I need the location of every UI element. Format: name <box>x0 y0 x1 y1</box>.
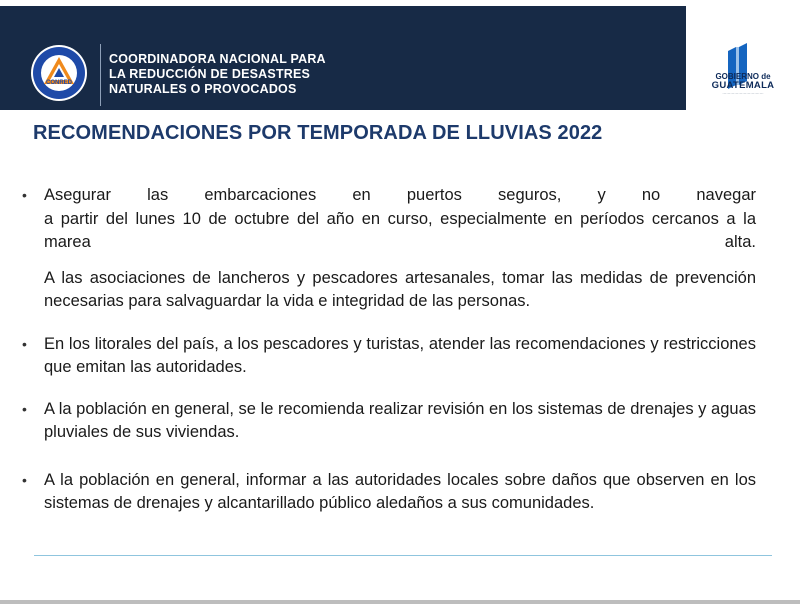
bullet-icon: • <box>22 335 27 352</box>
conred-logo-text: CONRED <box>45 80 72 86</box>
org-name-line-2: LA REDUCCIÓN DE DESASTRES <box>109 67 311 81</box>
list-item <box>22 469 756 516</box>
bullet-icon: • <box>22 471 27 488</box>
list-item <box>22 184 756 314</box>
list-item <box>22 398 756 445</box>
government-logo-text <box>686 72 800 96</box>
gov-logo-line-3: ······························· <box>722 91 764 96</box>
org-name-line-1: COORDINADORA NACIONAL PARA <box>109 52 326 66</box>
org-name-line-3: NATURALES O PROVOCADOS <box>109 82 297 96</box>
bullet-icon: • <box>22 400 27 417</box>
bullet-icon: • <box>22 187 27 203</box>
item-text: A la población en general, informar a las autoridades locales sobre daños que observen en los sistemas de drenajes y alcantarillado público aledaños a sus comunidades. <box>44 470 756 512</box>
item-text: En los litorales del país, a los pescadores y turistas, atender las recomendaciones y restricciones que emitan las autoridades. <box>44 334 756 376</box>
item-subparagraph: A las asociaciones de lancheros y pescadores artesanales, tomar las medidas de prevención necesarias para salvaguardar la vida e integridad de las personas. <box>44 268 756 310</box>
item-text: A la población en general, se le recomienda realizar revisión en los sistemas de drenajes y aguas pluviales de sus viviendas. <box>44 399 756 441</box>
item-text-cont: a partir del lunes 10 de octubre del año en curso, especialmente en períodos cercanos a la marea alta. <box>44 209 756 251</box>
item-text: Asegurar las embarcaciones en puertos seguros, y no navegar <box>44 186 756 204</box>
footer-divider <box>34 555 772 556</box>
gov-logo-line-1: GOBIERNO de <box>715 72 771 81</box>
recommendations-list <box>22 184 756 516</box>
page-title: RECOMENDACIONES POR TEMPORADA DE LLUVIAS 2022 <box>33 122 603 144</box>
conred-logo <box>30 44 88 102</box>
header-bar <box>0 6 686 110</box>
list-item <box>22 333 756 380</box>
gov-logo-line-2: GUATEMALA <box>711 80 775 91</box>
header-divider <box>100 44 101 106</box>
government-logo-box <box>686 6 800 110</box>
organization-name <box>109 52 326 97</box>
